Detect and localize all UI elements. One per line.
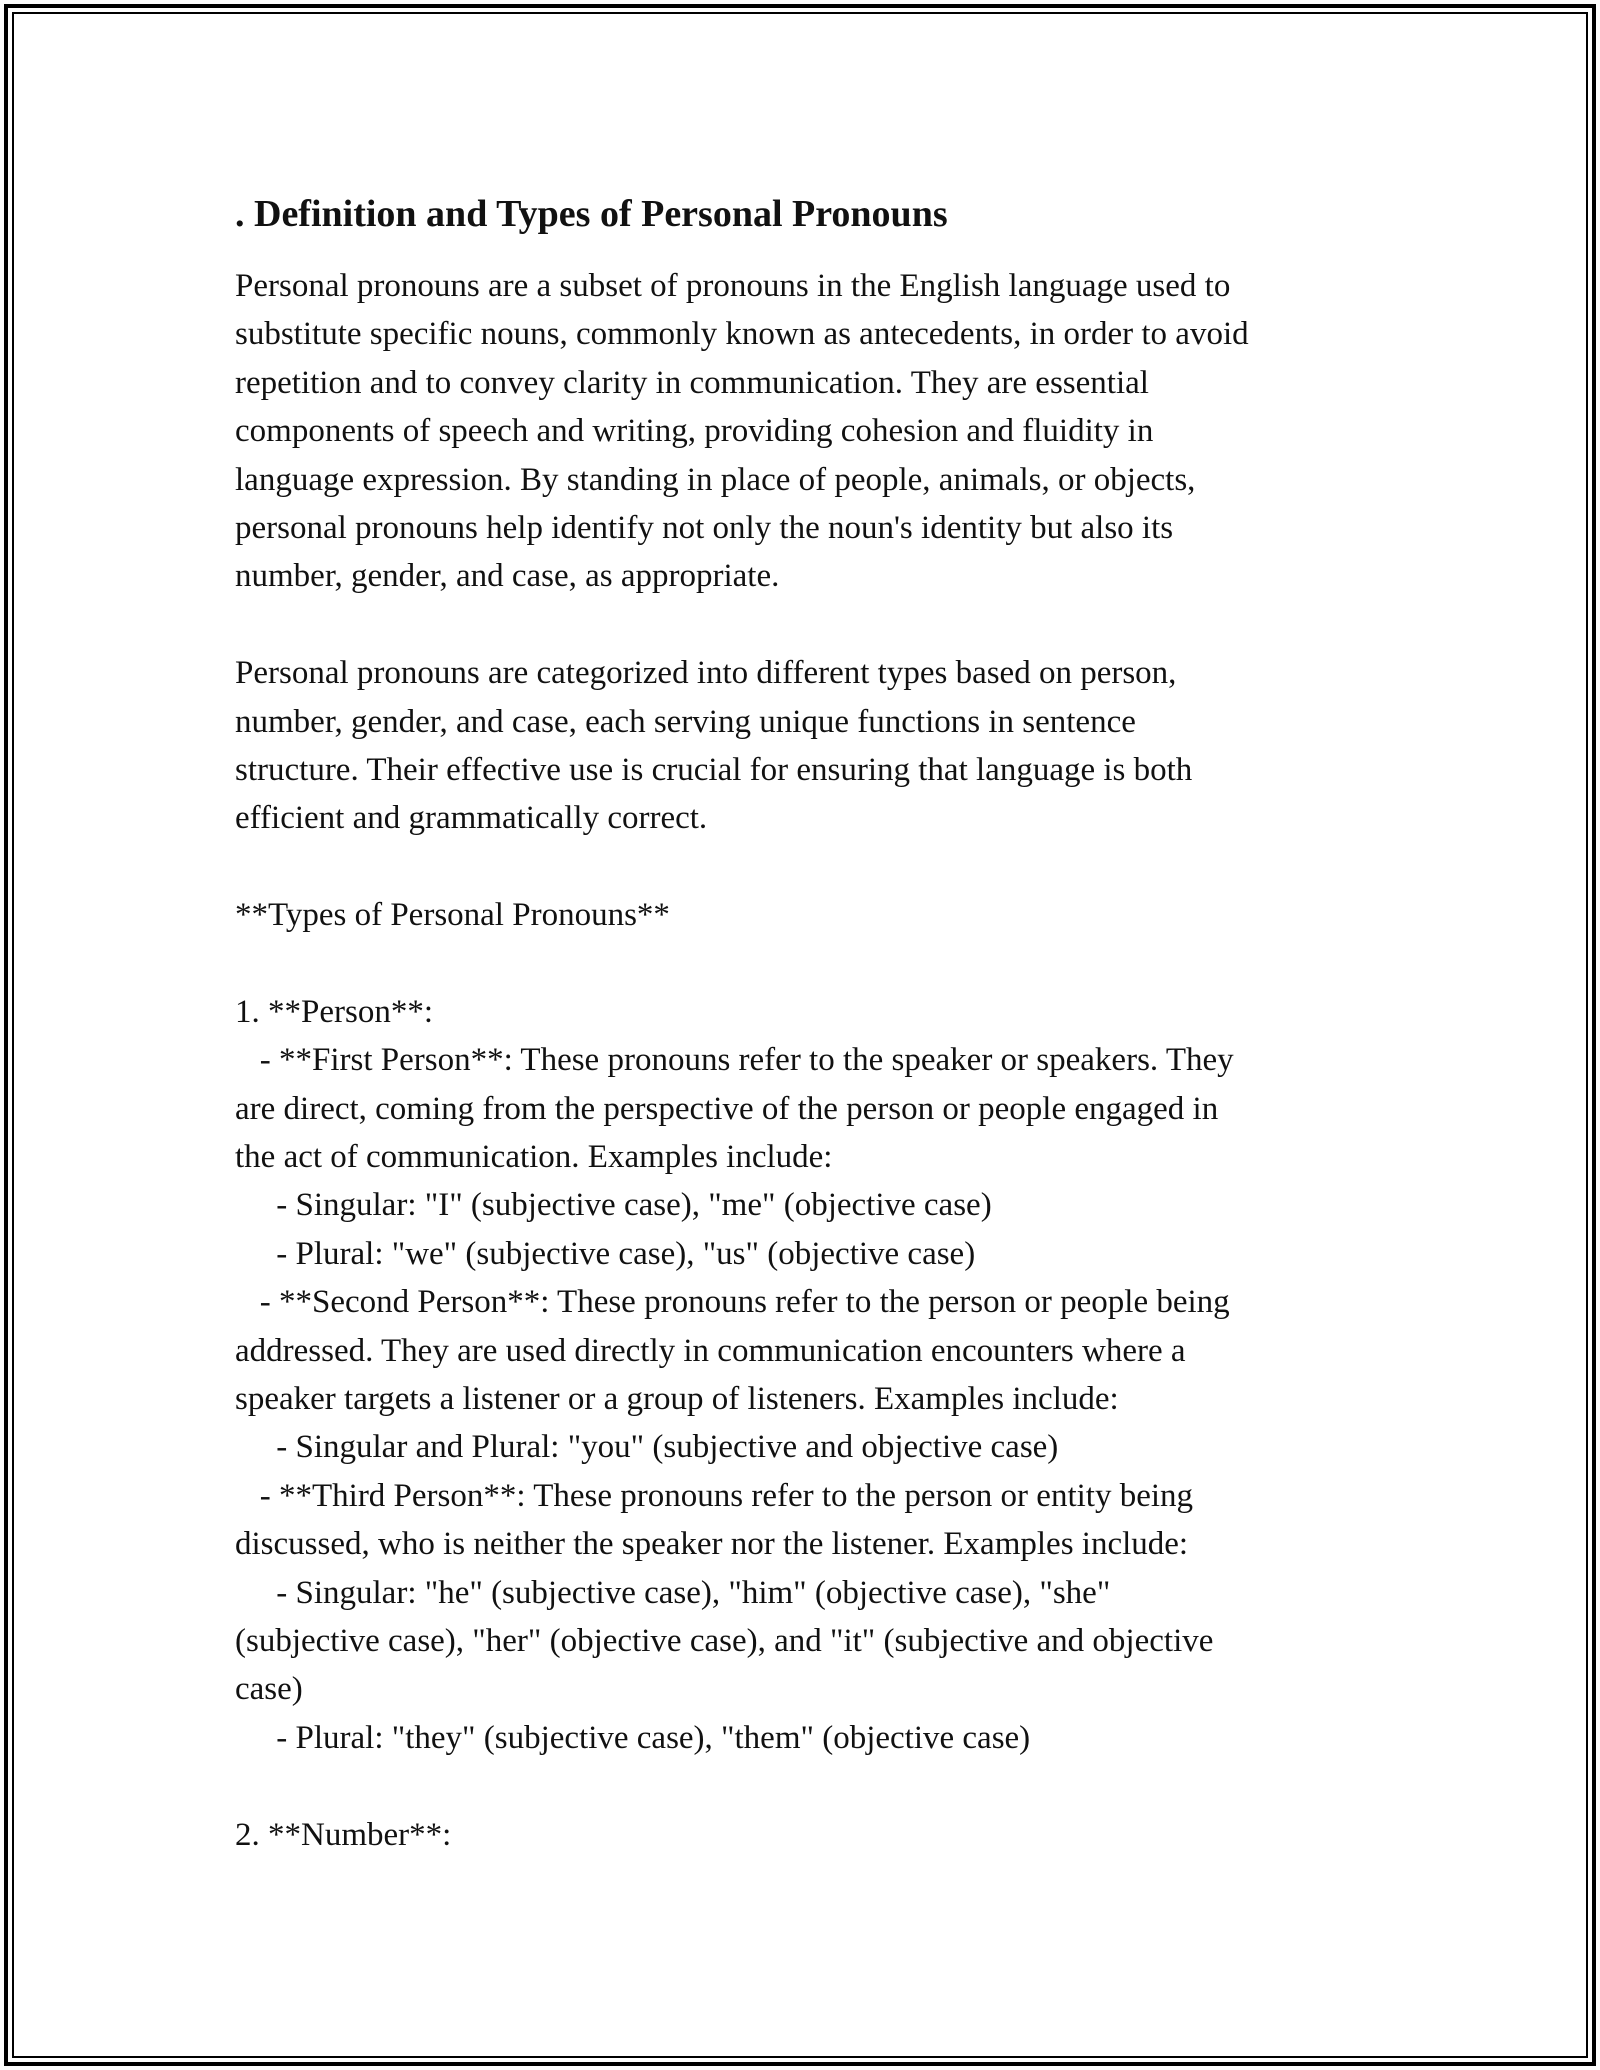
text-line: **Types of Personal Pronouns** [235,897,670,934]
text-line: - **First Person**: These pronouns refer to the speaker or speakers. They [235,1042,1234,1079]
text-line: efficient and grammatically correct. [235,800,708,837]
text-line: Personal pronouns are a subset of pronouns in the English language used to [235,268,1231,304]
text-line: addressed. They are used directly in communication encounters where a [235,1332,1186,1369]
text-line: are direct, coming from the perspective of the person or people engaged in [235,1090,1219,1127]
text-line: structure. Their effective use is crucial for ensuring that language is both [235,751,1193,788]
text-line: speaker targets a listener or a group of listeners. Examples include: [235,1380,1119,1417]
text-line: repetition and to convey clarity in communication. They are essential [235,364,1149,401]
text-line: - Singular and Plural: "you" (subjective and objective case) [235,1429,1059,1466]
text-line: (subjective case), "her" (objective case), and "it" (subjective and objective [235,1622,1214,1659]
text-line: - Singular: "I" (subjective case), "me" (objective case) [235,1187,992,1224]
text-line: 2. **Number**: [235,1816,452,1853]
text-line: the act of communication. Examples include: [235,1139,833,1176]
blank-line [235,843,1385,891]
text-line: personal pronouns help identify not only the noun's identity but also its [235,509,1174,546]
text-line: number, gender, and case, each serving unique functions in sentence [235,703,1136,740]
text-line: - **Second Person**: These pronouns refer to the person or people being [235,1284,1230,1321]
text-line: 1. **Person**: [235,993,433,1030]
text-line: substitute specific nouns, commonly known as antecedents, in order to avoid [235,316,1249,353]
blank-line [235,601,1385,649]
document-body [235,190,1385,1859]
text-line: - Singular: "he" (subjective case), "him" (objective case), "she" [235,1574,1111,1611]
blank-line [235,1762,1385,1810]
text-line: language expression. By standing in place of people, animals, or objects, [235,461,1196,498]
text-line: - Plural: "they" (subjective case), "them" (objective case) [235,1719,1031,1756]
text-line: components of speech and writing, providing cohesion and fluidity in [235,413,1154,450]
text-line: number, gender, and case, as appropriate. [235,558,780,595]
text-line: discussed, who is neither the speaker nor the listener. Examples include: [235,1526,1189,1563]
section-heading: . Definition and Types of Personal Pronouns [235,193,948,235]
text-line: case) [235,1671,303,1708]
text-line: Personal pronouns are categorized into different types based on person, [235,655,1177,692]
blank-line [235,939,1385,987]
text-lines [235,262,1385,1859]
text-line: - **Third Person**: These pronouns refer to the person or entity being [235,1477,1194,1514]
text-line: - Plural: "we" (subjective case), "us" (objective case) [235,1235,976,1272]
